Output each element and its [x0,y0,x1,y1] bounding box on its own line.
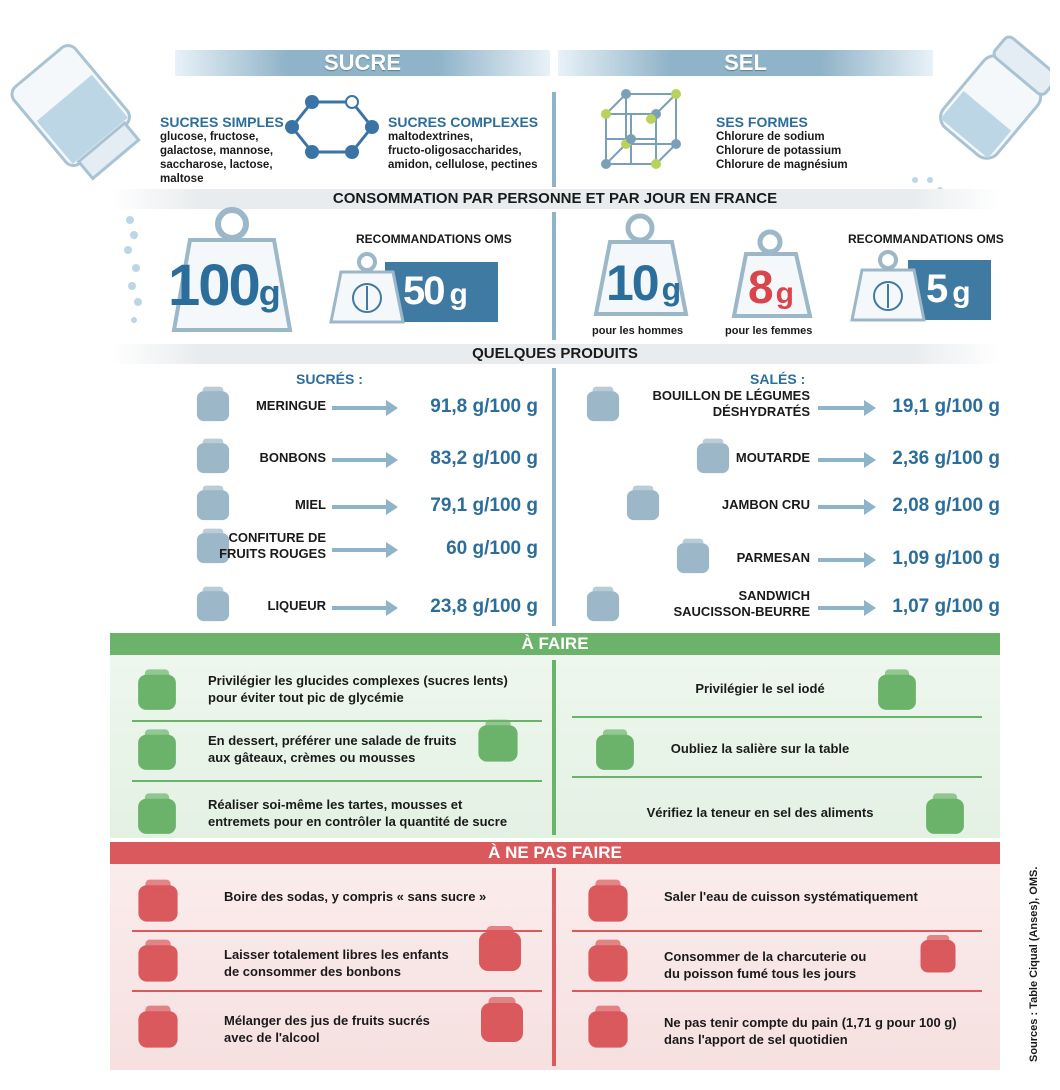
candy-icon [130,932,186,992]
sel-oms-number: 5 [926,267,947,311]
sucres-complexes-line-1: maltodextrines, [388,131,473,143]
product-value-sel: 1,09 g/100 g [892,548,1000,569]
sucre-oms-label: RECOMMANDATIONS OMS [356,232,512,246]
sucre-oms-unit: g [449,278,466,311]
consumption-band: CONSOMMATION PAR PERSONNE ET PAR JOUR EN FRANCE [110,189,1000,209]
sel-women-value [748,262,792,319]
sucres-complexes-line-3: amidon, cellulose, pectines [388,159,538,171]
apple-icon [470,712,526,772]
soda-cup-icon [130,872,186,932]
afaire-sucre-tip: Réaliser soi-même les tartes, mousses et entremets pour en contrôler la quantité de sucre [208,797,508,829]
cocktail-glass-icon [130,998,186,1058]
nepas-sucre-tip: Laisser totalement libres les enfants de consommer des bonbons [224,947,449,979]
separator [572,776,982,778]
nepas-divider [552,868,556,1066]
thumbs-up-icon [128,664,186,718]
product-label-sucre: BONBONS [259,450,326,465]
salt-shaker-icon [918,786,972,844]
sucre-consumption-unit: g [258,272,279,313]
product-value-sucre: 79,1 g/100 g [430,495,538,516]
molecule-icon [282,92,392,162]
separator [572,716,982,718]
sel-women-label: pour les femmes [725,325,813,337]
sucres-simples-line-1: glucose, fructose, [160,131,259,143]
afaire-sel-tip: Privilégier le sel iodé [695,681,825,696]
sel-women-unit: g [775,277,792,310]
nepas-sel-tip: Consommer de la charcuterie ou du poisson fumé tous les jours [664,949,867,981]
sel-formes-line-2: Chlorure de potassium [716,145,842,157]
separator [132,780,542,782]
sel-formes-title: SES FORMES [716,114,808,130]
afaire-header: À FAIRE [110,633,1000,655]
product-label-sel: BOUILLON DE LÉGUMES DÉSHYDRATÉS [652,388,810,419]
sucre-consumption-number: 100 [168,253,259,318]
sucres-simples-title: SUCRES SIMPLES [160,114,284,130]
afaire-sel-tip: Vérifiez la teneur en sel des aliments [646,805,874,820]
separator [572,990,982,992]
sel-men-label: pour les hommes [592,325,684,337]
sales-title: SALÉS : [750,371,806,387]
products-band: QUELQUES PRODUITS [110,344,1000,364]
mixer-icon [128,788,186,842]
sucre-consumption-value [168,253,279,323]
products-divider [552,368,556,626]
nepas-header: À NE PAS FAIRE [110,842,1000,864]
sucre-oms-number: 50 [403,269,444,313]
sucre-header: SUCRE [175,50,550,76]
afaire-sucre-tip: En dessert, préférer une salade de fruits aux gâteaux, crèmes ou mousses [208,733,457,765]
product-value-sucre: 91,8 g/100 g [430,396,538,417]
sel-formes-line-1: Chlorure de sodium [716,131,825,143]
sausage-icon [578,934,638,990]
sel-oms-unit: g [952,276,969,309]
sucres-title: SUCRÉS : [296,371,363,387]
nepas-sucre-tip: Mélanger des jus de fruits sucrés avec de l'alcool [224,1013,430,1045]
product-value-sucre: 23,8 g/100 g [430,596,538,617]
product-label-sucre: MIEL [294,497,326,512]
sugar-jar-icon [6,30,156,330]
crystal-icon [596,84,688,176]
sel-women-number: 8 [748,261,772,313]
sel-oms-label: RECOMMANDATIONS OMS [848,232,1004,246]
sel-oms-box [848,250,993,322]
product-label-sel: MOUTARDE [735,450,810,465]
product-value-sel: 1,07 g/100 g [892,596,1000,617]
sucres-complexes-title: SUCRES COMPLEXES [388,114,539,130]
product-label-sel: PARMESAN [736,550,810,565]
sucre-oms-value [403,262,466,324]
bread-icon [578,1000,638,1056]
product-label-sel: JAMBON CRU [721,497,810,512]
weights-divider [552,212,556,340]
sucres-complexes-line-2: fructo-oligosaccharides, [388,145,522,157]
sucre-oms-box [325,252,500,324]
product-label-sel: SANDWICH SAUCISSON-BEURRE [673,588,810,619]
sel-header: SEL [558,50,933,76]
nepas-sel-tip: Saler l'eau de cuisson systématiquement [664,889,918,904]
sel-formes [716,114,886,172]
nepas-sucre-tip: Boire des sodas, y compris « sans sucre » [224,889,487,904]
sel-men-value [606,256,679,316]
top-divider [552,92,556,187]
product-label-sucre: LIQUEUR [267,598,326,613]
sel-men-number: 10 [606,255,658,311]
product-value-sucre: 83,2 g/100 g [430,448,538,469]
sucres-simples-line-3: saccharose, lactose, maltose [160,159,273,185]
sel-oms-value [926,260,969,322]
product-value-sel: 19,1 g/100 g [892,396,1000,417]
sources: Sources : Table Ciqual (Anses), OMS. [1028,866,1040,1062]
sucres-complexes [388,114,553,172]
sel-men-unit: g [661,271,680,307]
product-value-sel: 2,36 g/100 g [892,448,1000,469]
banana-icon [128,724,186,778]
afaire-sel-tip: Oubliez la salière sur la table [670,741,850,756]
product-label-sucre: MERINGUE [255,398,326,413]
fish-icon [900,930,976,980]
product-label-sucre: CONFITURE DE FRUITS ROUGES [219,530,326,561]
sel-formes-line-3: Chlorure de magnésium [716,159,848,171]
nepas-sel-tip: Ne pas tenir compte du pain (1,71 g pour 100 g) dans l'apport de sel quotidien [664,1015,957,1047]
product-value-sel: 2,08 g/100 g [892,495,1000,516]
sucres-simples-line-2: galactose, mannose, [160,145,274,157]
candy-cane-icon [470,918,530,982]
afaire-sucre-tip: Privilégier les glucides complexes (sucres lents) pour éviter tout pic de glycémie [208,673,508,705]
product-value-sucre: 60 g/100 g [446,538,538,559]
afaire-divider [552,660,556,835]
wine-bottle-icon [472,985,532,1057]
cooking-pot-icon [578,874,638,930]
